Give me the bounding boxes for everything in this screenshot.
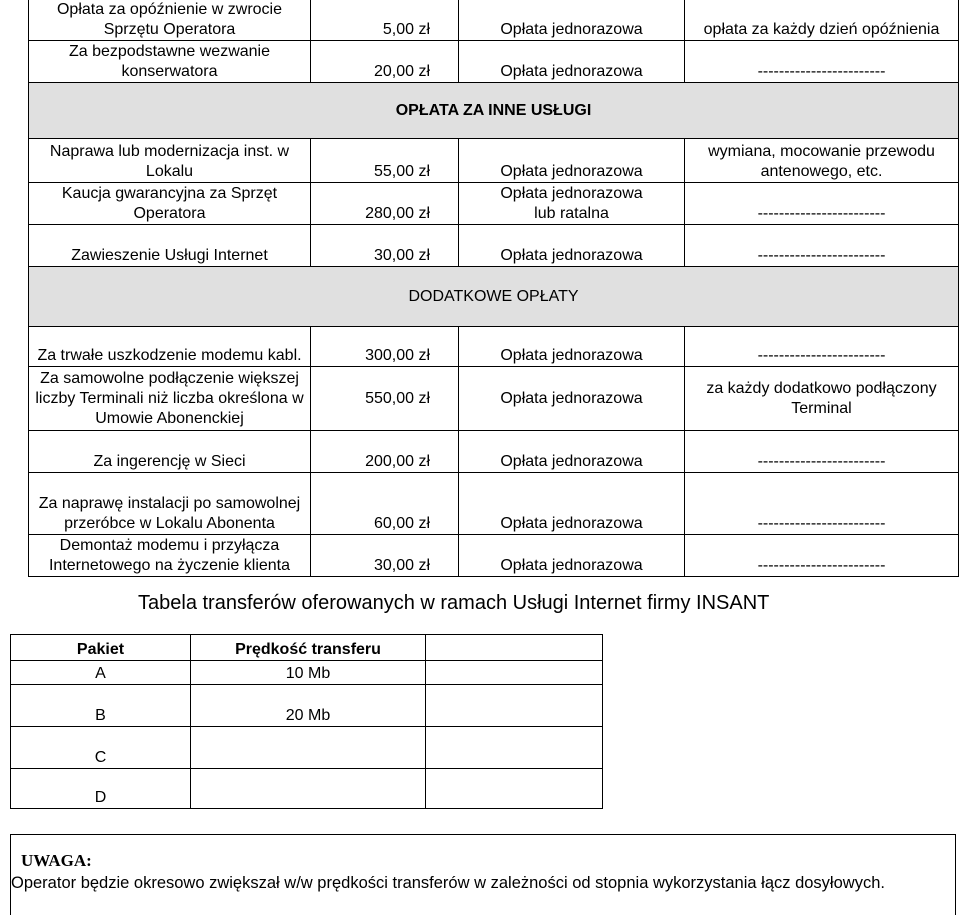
fee-note: ------------------------ — [685, 535, 959, 577]
fee-description: Za samowolne podłączenie większej liczby Terminali niż liczba określona w Umowie Abonenckiej — [29, 367, 311, 431]
column-header-speed: Prędkość transferu — [191, 635, 426, 661]
table-row — [29, 535, 959, 577]
table-row — [11, 661, 603, 685]
fee-type: Opłata jednorazowa — [459, 367, 685, 431]
table-row — [29, 0, 959, 41]
fee-amount: 300,00 zł — [311, 327, 459, 367]
table-row — [29, 225, 959, 267]
fee-note: ------------------------ — [685, 431, 959, 473]
empty-cell — [426, 685, 603, 727]
empty-cell — [426, 769, 603, 809]
package-speed — [191, 769, 426, 809]
fee-type: Opłata jednorazowa — [459, 41, 685, 83]
fee-note: za każdy dodatkowo podłączony Terminal — [685, 367, 959, 431]
fee-description: Zawieszenie Usługi Internet — [29, 225, 311, 267]
fee-description: Demontaż modemu i przyłącza Internetowego na życzenie klienta — [29, 535, 311, 577]
fee-type: Opłata jednorazowa — [459, 225, 685, 267]
fee-amount: 200,00 zł — [311, 431, 459, 473]
fee-type: Opłata jednorazowa — [459, 535, 685, 577]
fee-description: Kaucja gwarancyjna za Sprzęt Operatora — [29, 183, 311, 225]
transfer-table-title: Tabela transferów oferowanych w ramach Usługi Internet firmy INSANT — [138, 592, 770, 614]
table-row — [29, 41, 959, 83]
empty-cell — [426, 727, 603, 769]
fee-amount: 5,00 zł — [311, 0, 459, 41]
fee-amount: 280,00 zł — [311, 183, 459, 225]
fee-description: Za ingerencję w Sieci — [29, 431, 311, 473]
fee-amount: 30,00 zł — [311, 225, 459, 267]
fee-description: Za naprawę instalacji po samowolnej przeróbce w Lokalu Abonenta — [29, 473, 311, 535]
table-row — [29, 473, 959, 535]
section-header-row — [29, 267, 959, 327]
section-title-other-services: OPŁATA ZA INNE USŁUGI — [29, 83, 959, 139]
table-header-row — [11, 635, 603, 661]
section-title-additional-fees: DODATKOWE OPŁATY — [29, 267, 959, 327]
fee-note: ------------------------ — [685, 473, 959, 535]
empty-cell — [426, 661, 603, 685]
fee-type: Opłata jednorazowa — [459, 327, 685, 367]
table-row — [29, 431, 959, 473]
fee-description: Za trwałe uszkodzenie modemu kabl. — [29, 327, 311, 367]
notice-box — [10, 834, 956, 915]
fee-note: ------------------------ — [685, 183, 959, 225]
fee-type: Opłata jednorazowa lub ratalna — [459, 183, 685, 225]
column-header-empty — [426, 635, 603, 661]
fees-table — [28, 0, 959, 577]
fee-note: opłata za każdy dzień opóźnienia — [685, 0, 959, 41]
transfer-table — [10, 634, 603, 809]
column-header-package: Pakiet — [11, 635, 191, 661]
notice-text: Operator będzie okresowo zwiększał w/w prędkości transferów w zależności od stopnia wykorzystania łącz dosyłowych. — [11, 874, 885, 892]
section-header-row — [29, 83, 959, 139]
table-row — [29, 139, 959, 183]
package-name: D — [11, 769, 191, 809]
fee-description: Za bezpodstawne wezwanie konserwatora — [29, 41, 311, 83]
fee-amount: 20,00 zł — [311, 41, 459, 83]
fee-note: ------------------------ — [685, 225, 959, 267]
fee-note: ------------------------ — [685, 41, 959, 83]
fee-note: ------------------------ — [685, 327, 959, 367]
table-row — [11, 769, 603, 809]
package-name: B — [11, 685, 191, 727]
table-row — [29, 183, 959, 225]
table-row — [29, 327, 959, 367]
table-row — [11, 727, 603, 769]
fee-type: Opłata jednorazowa — [459, 0, 685, 41]
package-speed — [191, 727, 426, 769]
notice-heading: UWAGA: — [21, 851, 92, 870]
fee-amount: 550,00 zł — [311, 367, 459, 431]
fee-amount: 60,00 zł — [311, 473, 459, 535]
package-name: A — [11, 661, 191, 685]
fee-type: Opłata jednorazowa — [459, 431, 685, 473]
fee-note: wymiana, mocowanie przewodu antenowego, etc. — [685, 139, 959, 183]
fee-amount: 30,00 zł — [311, 535, 459, 577]
package-speed: 10 Mb — [191, 661, 426, 685]
table-row — [11, 685, 603, 727]
fee-type: Opłata jednorazowa — [459, 139, 685, 183]
package-speed: 20 Mb — [191, 685, 426, 727]
package-name: C — [11, 727, 191, 769]
fee-type: Opłata jednorazowa — [459, 473, 685, 535]
fee-description: Naprawa lub modernizacja inst. w Lokalu — [29, 139, 311, 183]
fee-amount: 55,00 zł — [311, 139, 459, 183]
table-row — [29, 367, 959, 431]
fee-description: Opłata za opóźnienie w zwrocie Sprzętu Operatora — [29, 0, 311, 41]
